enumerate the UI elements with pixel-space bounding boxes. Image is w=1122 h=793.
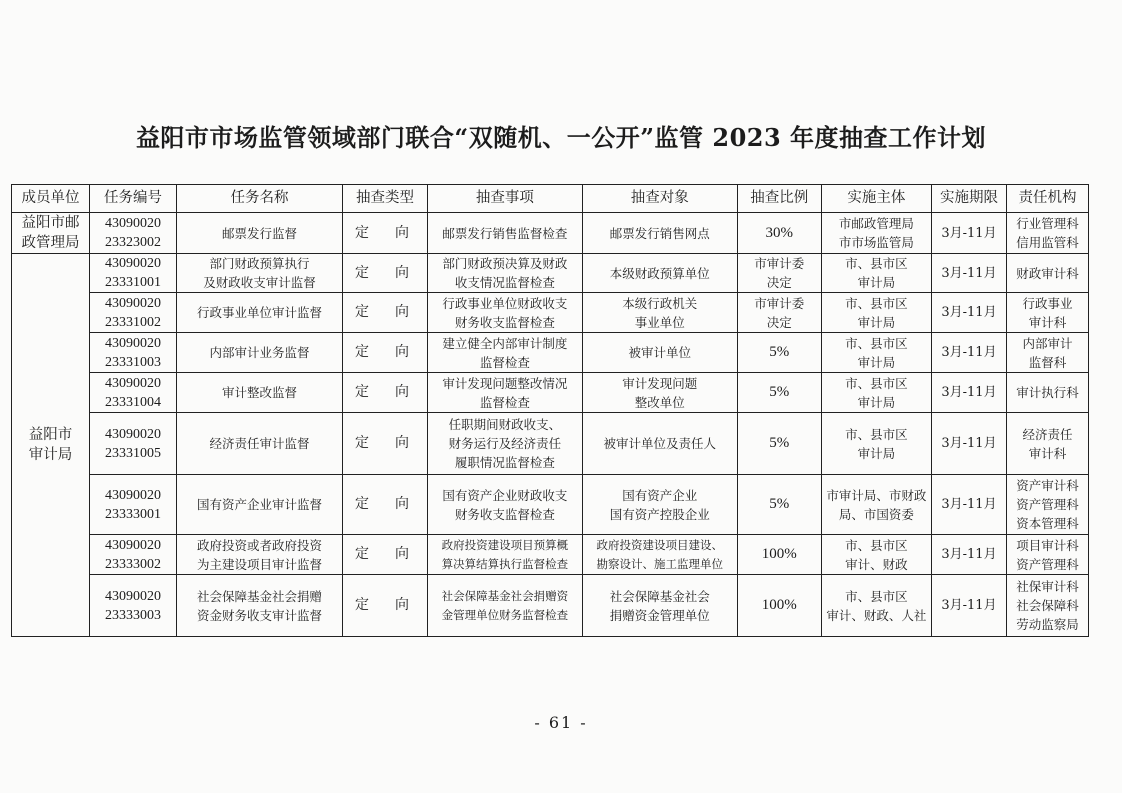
cell-line: 资金财务收支审计监督: [196, 607, 322, 623]
cell-line: 23331002: [104, 314, 161, 330]
task-code-cell: [89, 575, 176, 637]
page-title: 益阳市市场监管领域部门联合“双随机、一公开”监管 2023 年度抽查工作计划: [135, 123, 987, 152]
task-name-cell: [176, 254, 342, 293]
agency-cell: [1006, 575, 1088, 637]
period-cell: 3月-11月: [932, 413, 1007, 475]
task-code-cell: [89, 373, 176, 413]
cell-line: 43090020: [104, 295, 161, 311]
cell-line: 本级行政机关: [622, 295, 698, 311]
cell-line: 财政审计科: [1016, 265, 1079, 281]
check-ratio-cell: [737, 535, 821, 575]
cell-line: 社会保障基金社会捐赠: [196, 588, 322, 604]
cell-line: 任职期间财政收支、: [448, 417, 562, 432]
subject-cell: [821, 413, 931, 475]
column-header: 任务编号: [89, 185, 176, 213]
cell-line: 市审计委: [754, 295, 805, 311]
check-type-cell: 定 向: [342, 213, 427, 254]
period-cell: 3月-11月: [932, 475, 1007, 535]
cell-line: 社会保障基金社会: [609, 588, 710, 604]
check-ratio-cell: [737, 575, 821, 637]
table-row: [12, 213, 1089, 254]
cell-line: 行政事业单位审计监督: [196, 305, 322, 320]
check-item-cell: [428, 333, 583, 373]
cell-line: 5%: [769, 435, 790, 451]
cell-line: 内部审计: [1022, 335, 1073, 351]
cell-line: 23333003: [104, 607, 161, 623]
cell-line: 算决算结算执行监督检查: [441, 556, 569, 571]
column-header: 抽查比例: [737, 185, 821, 213]
member-unit-cell: [12, 213, 90, 254]
plan-table: [11, 184, 1089, 637]
subject-cell: [821, 213, 931, 254]
cell-line: 建立健全内部审计制度: [442, 335, 568, 351]
column-header: 成员单位: [12, 185, 90, 213]
cell-line: 国有资产企业财政收支: [442, 487, 568, 503]
subject-cell: [821, 373, 931, 413]
cell-line: 国有资产企业审计监督: [196, 497, 322, 512]
task-code-cell: [89, 413, 176, 475]
cell-line: 市、县市区: [845, 335, 908, 351]
cell-line: 局、市国资委: [838, 506, 914, 522]
check-item-cell: [428, 413, 583, 475]
period-cell: 3月-11月: [932, 293, 1007, 333]
cell-line: 国有资产企业: [622, 487, 698, 503]
cell-line: 审计整改监督: [221, 385, 297, 400]
cell-line: 信用监管科: [1016, 235, 1079, 250]
check-type-cell: 定 向: [342, 413, 427, 475]
cell-line: 市、县市区: [845, 256, 908, 271]
column-header: 抽查事项: [428, 185, 583, 213]
member-unit-cell: [12, 254, 90, 637]
cell-line: 审计局: [857, 394, 896, 410]
cell-line: 劳动监察局: [1016, 617, 1079, 632]
cell-line: 行政事业单位财政收支: [442, 295, 568, 311]
table-row: [12, 373, 1089, 413]
cell-line: 政府投资建设项目建设、: [596, 537, 724, 552]
cell-line: 履职情况监督检查: [454, 455, 555, 470]
cell-line: 43090020: [104, 375, 161, 391]
subject-cell: [821, 254, 931, 293]
cell-line: 政府投资建设项目预算概: [441, 537, 569, 552]
check-item-cell: [428, 293, 583, 333]
check-item-cell: [428, 475, 583, 535]
column-header: 实施期限: [932, 185, 1007, 213]
check-ratio-cell: [737, 475, 821, 535]
cell-line: 审计执行科: [1016, 385, 1079, 400]
cell-line: 43090020: [104, 335, 161, 351]
check-type-cell: 定 向: [342, 373, 427, 413]
cell-line: 整改单位: [634, 394, 685, 410]
task-name-cell: [176, 213, 342, 254]
cell-line: 30%: [765, 224, 793, 241]
check-item-cell: [428, 575, 583, 637]
cell-line: 23323002: [104, 235, 161, 250]
cell-line: 审计科: [1028, 314, 1067, 330]
task-code-cell: [89, 475, 176, 535]
task-code-cell: [89, 293, 176, 333]
column-header: 任务名称: [176, 185, 342, 213]
cell-line: 及财政收支审计监督: [203, 275, 316, 290]
cell-line: 43090020: [104, 216, 161, 231]
task-name-cell: [176, 333, 342, 373]
cell-line: 市、县市区: [845, 426, 908, 442]
cell-line: 本级财政预算单位: [609, 265, 710, 281]
cell-line: 决定: [766, 314, 792, 330]
cell-line: 被审计单位: [628, 345, 692, 360]
cell-line: 社会保障基金社会捐赠资: [441, 588, 569, 603]
table-row: [12, 535, 1089, 575]
cell-line: 行政事业: [1022, 295, 1073, 311]
subject-cell: [821, 333, 931, 373]
cell-line: 100%: [761, 546, 797, 562]
period-cell: 3月-11月: [932, 373, 1007, 413]
agency-cell: [1006, 535, 1088, 575]
cell-line: 审计、财政、人社: [826, 607, 927, 623]
cell-line: 审计局: [28, 447, 73, 463]
cell-line: 国有资产控股企业: [609, 506, 710, 522]
check-ratio-cell: [737, 293, 821, 333]
cell-line: 金管理单位财务监督检查: [441, 607, 569, 622]
check-type-cell: 定 向: [342, 535, 427, 575]
cell-line: 经济责任审计监督: [209, 436, 310, 451]
cell-line: 审计局: [857, 445, 896, 461]
cell-line: 资本管理科: [1016, 516, 1079, 531]
cell-line: 市邮政管理局: [838, 216, 914, 231]
task-name-cell: [176, 575, 342, 637]
period-cell: 3月-11月: [932, 575, 1007, 637]
cell-line: 行业管理科: [1016, 216, 1079, 231]
cell-line: 事业单位: [634, 314, 685, 330]
cell-line: 43090020: [104, 588, 161, 604]
cell-line: 邮票发行销售网点: [609, 225, 710, 241]
check-ratio-cell: [737, 254, 821, 293]
cell-line: 内部审计业务监督: [209, 345, 310, 360]
cell-line: 审计、财政: [845, 556, 908, 572]
check-ratio-cell: [737, 373, 821, 413]
cell-line: 43090020: [104, 487, 161, 503]
page-number: - 61 -: [534, 713, 588, 732]
column-header: 抽查类型: [342, 185, 427, 213]
task-code-cell: [89, 333, 176, 373]
check-type-cell: 定 向: [342, 333, 427, 373]
cell-line: 资产管理科: [1016, 556, 1079, 572]
check-target-cell: [582, 293, 737, 333]
cell-line: 经济责任: [1022, 426, 1073, 442]
period-cell: 3月-11月: [932, 333, 1007, 373]
cell-line: 被审计单位及责任人: [603, 436, 717, 451]
cell-line: 监督检查: [479, 354, 530, 370]
subject-cell: [821, 293, 931, 333]
check-type-cell: 定 向: [342, 254, 427, 293]
cell-line: 23331005: [104, 445, 161, 461]
cell-line: 23333001: [104, 506, 161, 522]
table-row: [12, 475, 1089, 535]
subject-cell: [821, 535, 931, 575]
cell-line: 为主建设项目审计监督: [196, 556, 322, 572]
check-target-cell: [582, 535, 737, 575]
cell-line: 23331003: [104, 354, 161, 370]
task-name-cell: [176, 373, 342, 413]
agency-cell: [1006, 213, 1088, 254]
cell-line: 审计科: [1028, 445, 1067, 461]
table-row: [12, 333, 1089, 373]
check-ratio-cell: [737, 333, 821, 373]
cell-line: 市审计局、市财政: [826, 487, 927, 503]
cell-line: 决定: [766, 275, 792, 290]
cell-line: 勘察设计、施工监理单位: [596, 556, 724, 571]
cell-line: 市、县市区: [845, 295, 908, 311]
check-item-cell: [428, 254, 583, 293]
task-code-cell: [89, 254, 176, 293]
column-header: 责任机构: [1006, 185, 1088, 213]
check-target-cell: [582, 333, 737, 373]
cell-line: 部门财政预算执行: [209, 256, 310, 271]
cell-line: 监督科: [1028, 354, 1067, 370]
agency-cell: [1006, 293, 1088, 333]
check-item-cell: [428, 213, 583, 254]
cell-line: 市审计委: [754, 256, 805, 271]
cell-line: 部门财政预决算及财政: [442, 256, 568, 271]
cell-line: 5%: [769, 384, 790, 400]
cell-line: 43090020: [104, 426, 161, 442]
cell-line: 政府投资或者政府投资: [196, 537, 322, 553]
cell-line: 财务收支监督检查: [454, 314, 555, 330]
table-row: [12, 413, 1089, 475]
task-name-cell: [176, 535, 342, 575]
cell-line: 益阳市: [28, 427, 73, 443]
cell-line: 100%: [761, 597, 797, 613]
check-ratio-cell: [737, 413, 821, 475]
task-code-cell: [89, 535, 176, 575]
cell-line: 5%: [769, 496, 790, 512]
agency-cell: [1006, 475, 1088, 535]
cell-line: 市、县市区: [845, 537, 908, 553]
task-name-cell: [176, 475, 342, 535]
agency-cell: [1006, 254, 1088, 293]
cell-line: 23331004: [104, 394, 161, 410]
task-name-cell: [176, 413, 342, 475]
cell-line: 43090020: [104, 256, 161, 271]
cell-line: 社会保障科: [1016, 598, 1079, 613]
period-cell: 3月-11月: [932, 535, 1007, 575]
period-cell: 3月-11月: [932, 254, 1007, 293]
check-type-cell: 定 向: [342, 475, 427, 535]
cell-line: 益阳市邮: [21, 215, 80, 231]
cell-line: 23333002: [104, 556, 161, 572]
cell-line: 43090020: [104, 537, 161, 553]
table-row: [12, 575, 1089, 637]
cell-line: 财务收支监督检查: [454, 506, 555, 522]
agency-cell: [1006, 413, 1088, 475]
cell-line: 资产审计科: [1016, 478, 1079, 493]
task-name-cell: [176, 293, 342, 333]
table-row: [12, 293, 1089, 333]
cell-line: 审计局: [857, 314, 896, 330]
cell-line: 社保审计科: [1016, 579, 1079, 594]
cell-line: 审计发现问题: [622, 375, 698, 391]
cell-line: 市、县市区: [845, 375, 908, 391]
column-header: 实施主体: [821, 185, 931, 213]
check-item-cell: [428, 535, 583, 575]
check-target-cell: [582, 373, 737, 413]
check-target-cell: [582, 413, 737, 475]
cell-line: 项目审计科: [1016, 537, 1079, 553]
task-code-cell: [89, 213, 176, 254]
period-cell: 3月-11月: [932, 213, 1007, 254]
agency-cell: [1006, 333, 1088, 373]
check-ratio-cell: [737, 213, 821, 254]
cell-line: 监督检查: [479, 394, 530, 410]
check-type-cell: 定 向: [342, 293, 427, 333]
cell-line: 审计发现问题整改情况: [442, 375, 568, 391]
subject-cell: [821, 475, 931, 535]
table-row: [12, 254, 1089, 293]
column-header: 抽查对象: [582, 185, 737, 213]
cell-line: 资产管理科: [1016, 497, 1079, 512]
check-target-cell: [582, 475, 737, 535]
cell-line: 收支情况监督检查: [454, 275, 555, 290]
cell-line: 23331001: [104, 275, 161, 290]
cell-line: 市市场监管局: [838, 235, 914, 250]
cell-line: 捐赠资金管理单位: [609, 607, 710, 623]
check-target-cell: [582, 213, 737, 254]
check-target-cell: [582, 575, 737, 637]
cell-line: 邮票发行销售监督检查: [442, 225, 568, 241]
cell-line: 审计局: [857, 275, 896, 290]
header-row: [12, 185, 1089, 213]
cell-line: 审计局: [857, 354, 896, 370]
cell-line: 财务运行及经济责任: [448, 436, 562, 451]
agency-cell: [1006, 373, 1088, 413]
check-item-cell: [428, 373, 583, 413]
cell-line: 市、县市区: [845, 588, 908, 604]
check-target-cell: [582, 254, 737, 293]
cell-line: 5%: [769, 344, 790, 360]
cell-line: 政管理局: [21, 235, 80, 251]
cell-line: 邮票发行监督: [221, 225, 297, 241]
subject-cell: [821, 575, 931, 637]
check-type-cell: 定 向: [342, 575, 427, 637]
